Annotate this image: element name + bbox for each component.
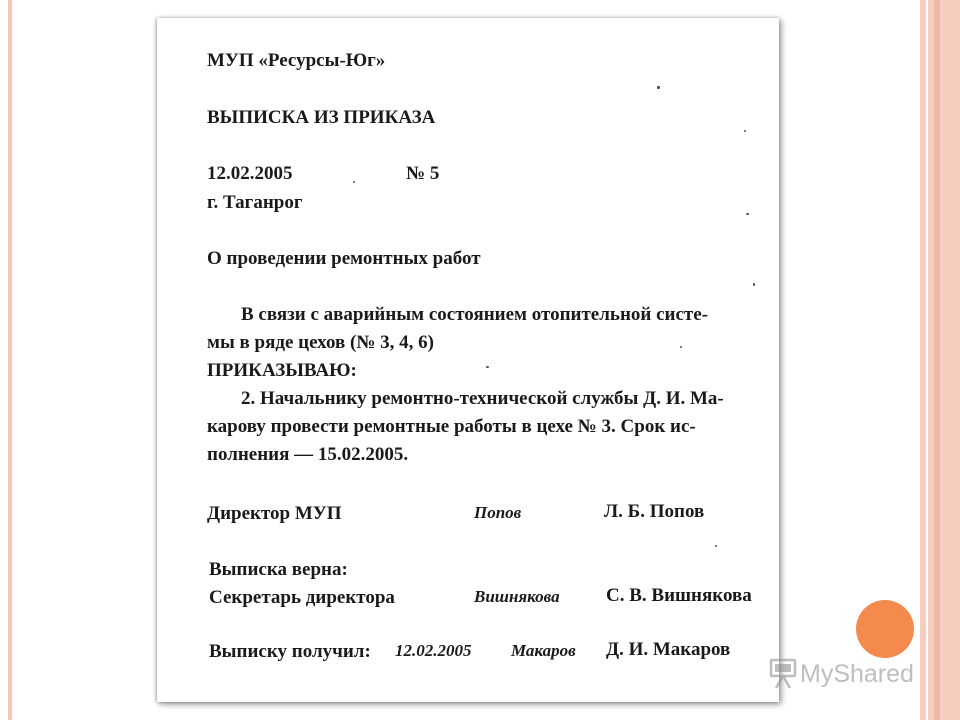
receipt-signature: Макаров (511, 641, 576, 660)
scan-speck (746, 213, 749, 215)
body-line: мы в ряде цехов (№ 3, 4, 6) (207, 332, 434, 353)
secretary-name: С. В. Вишнякова (606, 585, 752, 606)
scan-speck (486, 366, 489, 368)
body-line: полнения — 15.02.2005. (207, 444, 409, 465)
certification-label: Выписка верна: (209, 559, 348, 580)
projector-icon (768, 658, 798, 690)
body-line: 2. Начальнику ремонтно-технической службы Д. И. Ма- (241, 388, 724, 409)
receipt-label: Выписку получил: (209, 641, 371, 662)
document-city: г. Таганрог (207, 192, 303, 213)
scan-speck (353, 181, 355, 183)
secretary-title: Секретарь директора (209, 587, 395, 608)
body-line: ПРИКАЗЫВАЮ: (207, 360, 357, 381)
org-name: МУП «Ресурсы-Юг» (207, 50, 386, 71)
scan-speck (680, 346, 682, 348)
body-line: карову провести ремонтные работы в цехе № 3. Срок ис- (207, 416, 696, 437)
watermark-text: MyShared (800, 659, 914, 688)
scan-speck (657, 86, 660, 89)
scan-speck (753, 283, 755, 286)
watermark (768, 652, 928, 696)
decorative-circle (856, 600, 914, 658)
director-name: Л. Б. Попов (604, 501, 705, 522)
receipt-name: Д. И. Макаров (606, 639, 731, 660)
document-page (157, 18, 779, 702)
scan-speck (744, 130, 746, 132)
document-number: № 5 (406, 163, 440, 184)
document-subject: О проведении ремонтных работ (207, 248, 481, 269)
scan-speck (715, 545, 717, 547)
receipt-date: 12.02.2005 (395, 641, 472, 660)
body-line: В связи с аварийным состоянием отопительной систе- (241, 304, 708, 325)
secretary-signature: Вишнякова (474, 587, 560, 606)
document-date: 12.02.2005 (207, 163, 293, 184)
slide-frame-right (920, 0, 960, 720)
director-title: Директор МУП (207, 503, 342, 524)
document-type: ВЫПИСКА ИЗ ПРИКАЗА (207, 107, 436, 128)
director-signature: Попов (474, 503, 522, 522)
